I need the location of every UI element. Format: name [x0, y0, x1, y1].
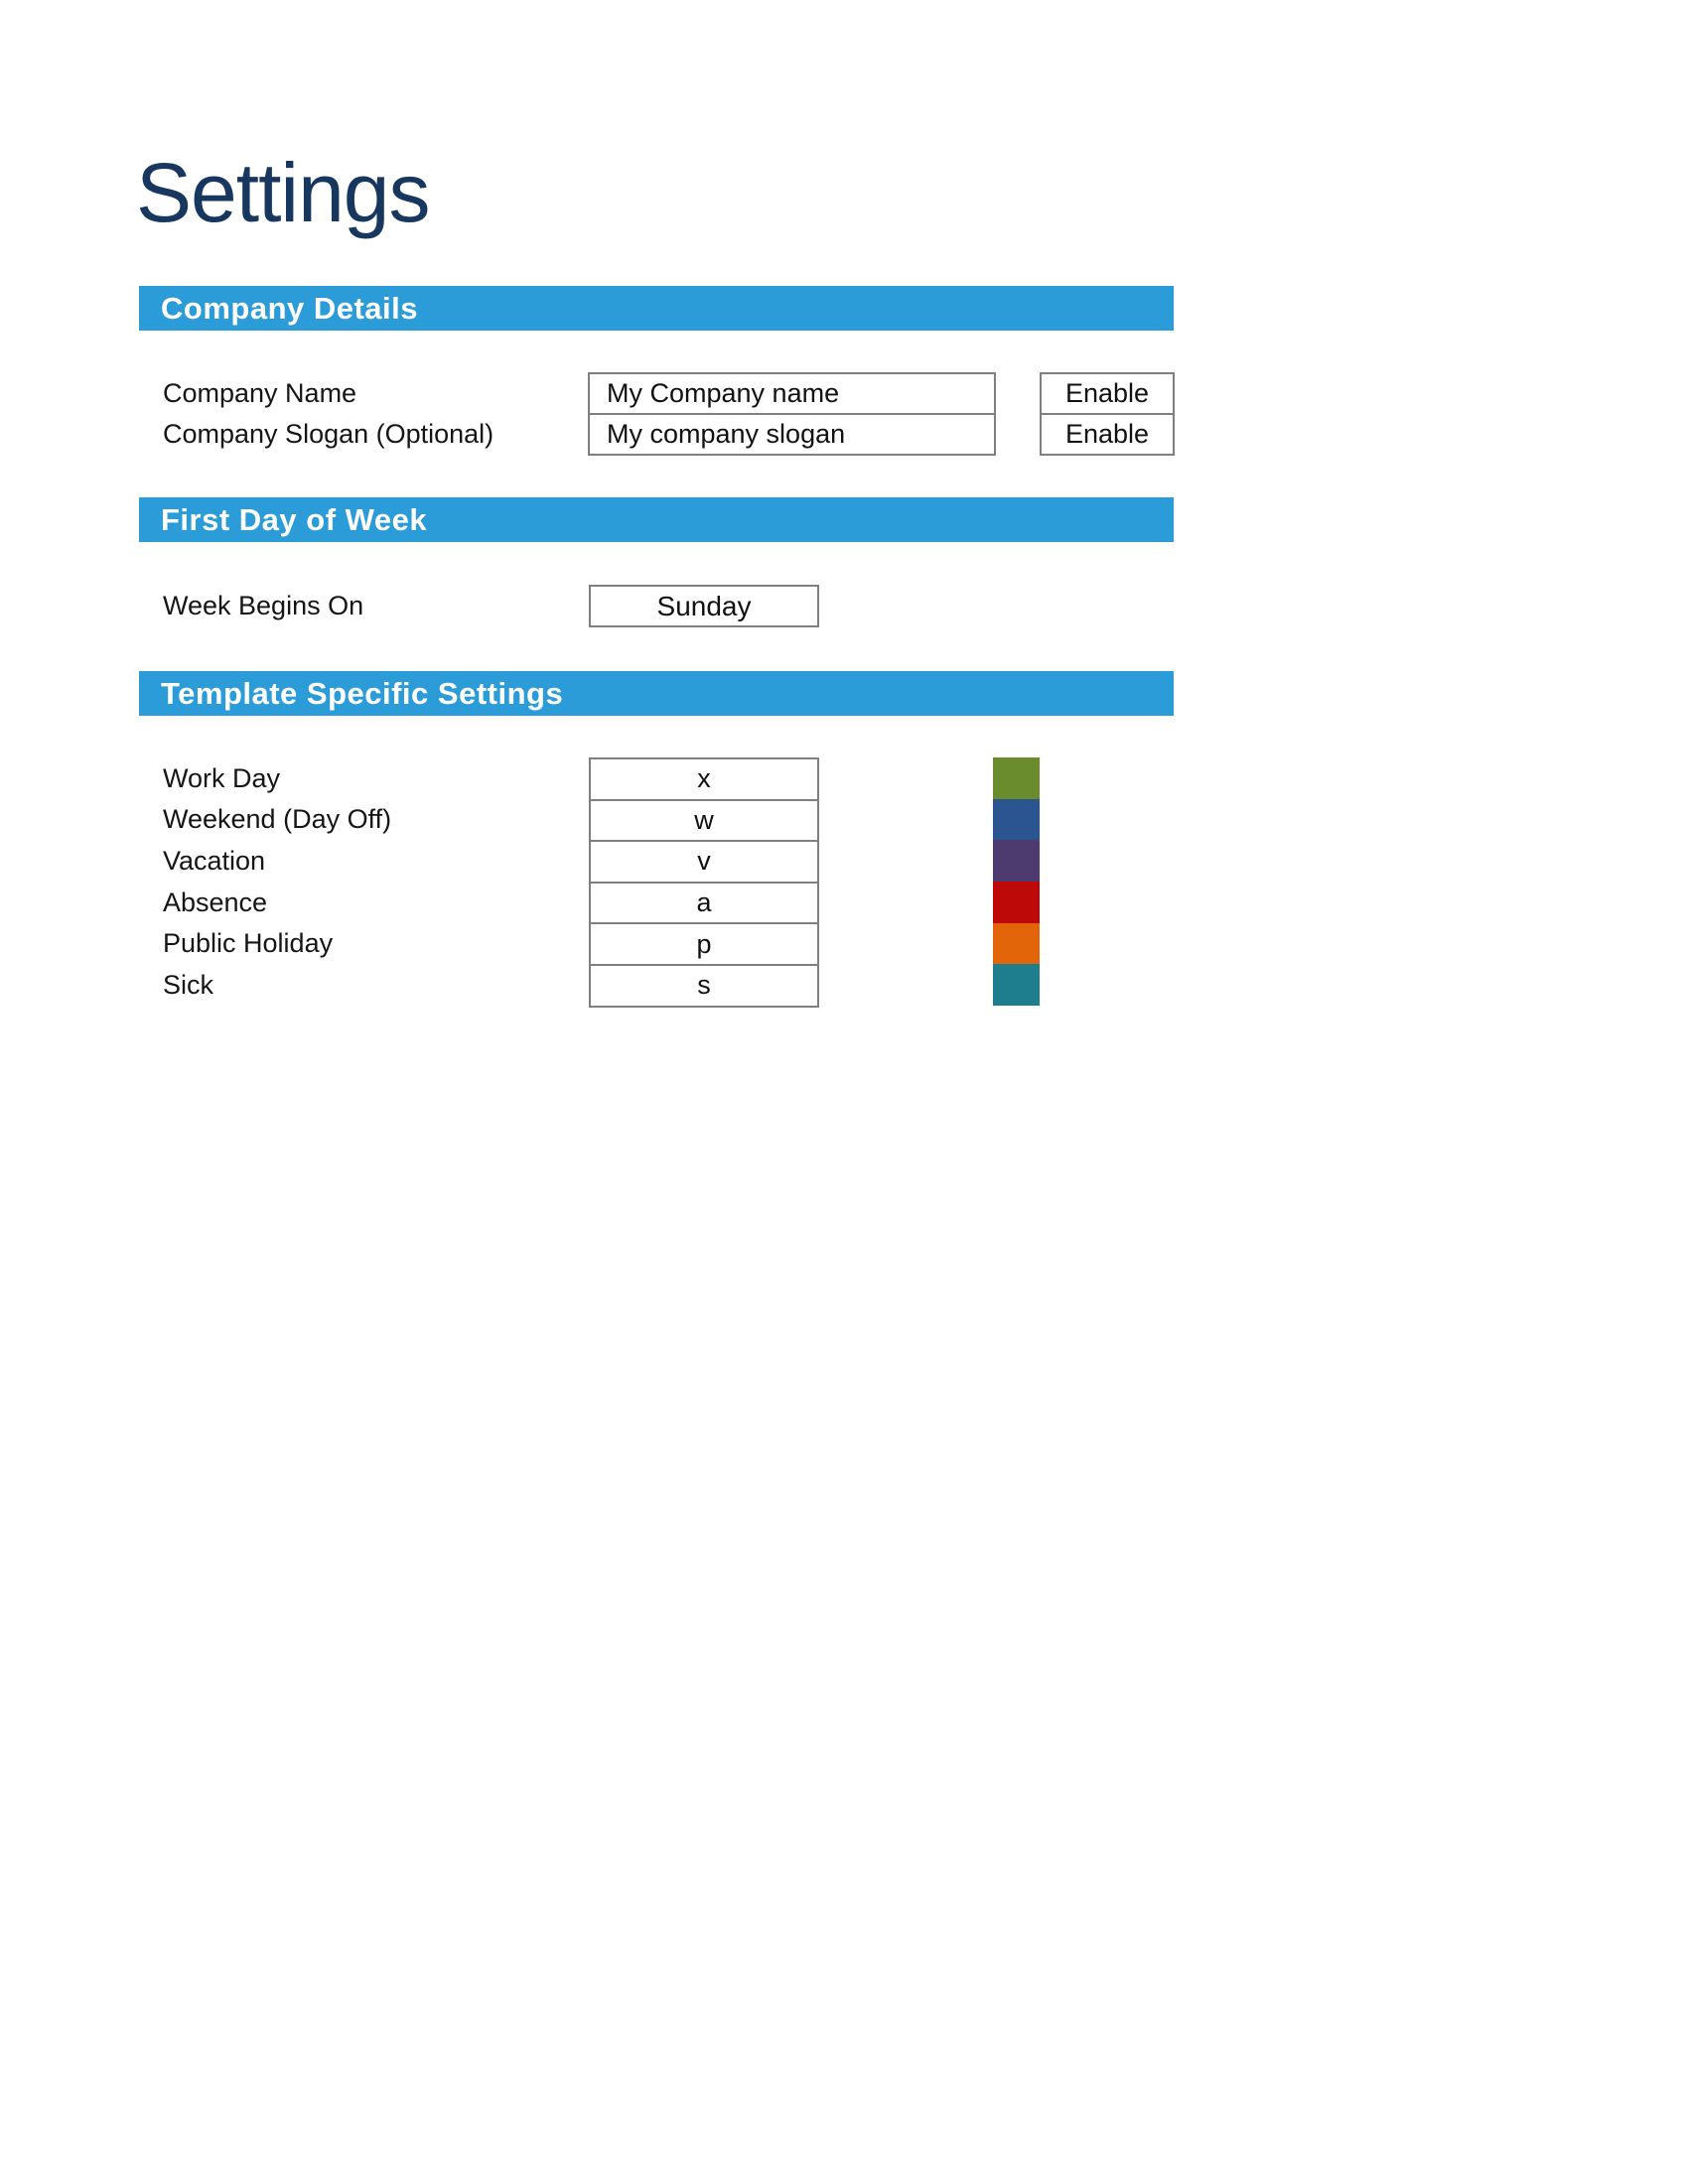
vacation-color-swatch: [993, 840, 1040, 882]
company-slogan-label: Company Slogan (Optional): [163, 418, 494, 449]
vacation-label: Vacation: [163, 845, 266, 876]
company-inputs-group: [588, 372, 996, 456]
public-holiday-color-swatch: [993, 923, 1040, 965]
color-legend-group: [993, 757, 1040, 1006]
weekend-label: Weekend (Day Off): [163, 804, 392, 835]
work-day-color-swatch: [993, 757, 1040, 799]
sick-code-input[interactable]: s: [589, 964, 819, 1008]
sick-label: Sick: [163, 970, 214, 1000]
work-day-label: Work Day: [163, 762, 281, 793]
page-title: Settings: [136, 146, 430, 239]
sick-color-swatch: [993, 964, 1040, 1006]
weekend-color-swatch: [993, 799, 1040, 841]
weekend-code-input[interactable]: w: [589, 799, 819, 843]
section-title: First Day of Week: [161, 501, 428, 537]
enable-buttons-group: [1040, 372, 1175, 456]
public-holiday-label: Public Holiday: [163, 928, 334, 959]
absence-code-input[interactable]: a: [589, 882, 819, 925]
company-name-input[interactable]: My Company name: [588, 372, 996, 415]
company-slogan-input[interactable]: My company slogan: [588, 413, 996, 456]
public-holiday-code-input[interactable]: p: [589, 922, 819, 966]
absence-label: Absence: [163, 887, 268, 917]
enable-company-slogan-button[interactable]: Enable: [1040, 413, 1175, 456]
section-header-company-details: [139, 286, 1174, 331]
section-header-template-specific-settings: [139, 671, 1174, 716]
section-header-first-day-of-week: [139, 497, 1174, 542]
absence-color-swatch: [993, 882, 1040, 923]
company-name-label: Company Name: [163, 377, 357, 408]
work-day-code-input[interactable]: x: [589, 757, 819, 801]
week-begins-on-label: Week Begins On: [163, 591, 364, 620]
week-begins-on-select[interactable]: Sunday: [589, 585, 819, 627]
enable-company-name-button[interactable]: Enable: [1040, 372, 1175, 415]
section-title: Template Specific Settings: [161, 675, 564, 711]
vacation-code-input[interactable]: v: [589, 840, 819, 884]
section-title: Company Details: [161, 290, 419, 326]
code-inputs-group: [589, 757, 819, 1008]
